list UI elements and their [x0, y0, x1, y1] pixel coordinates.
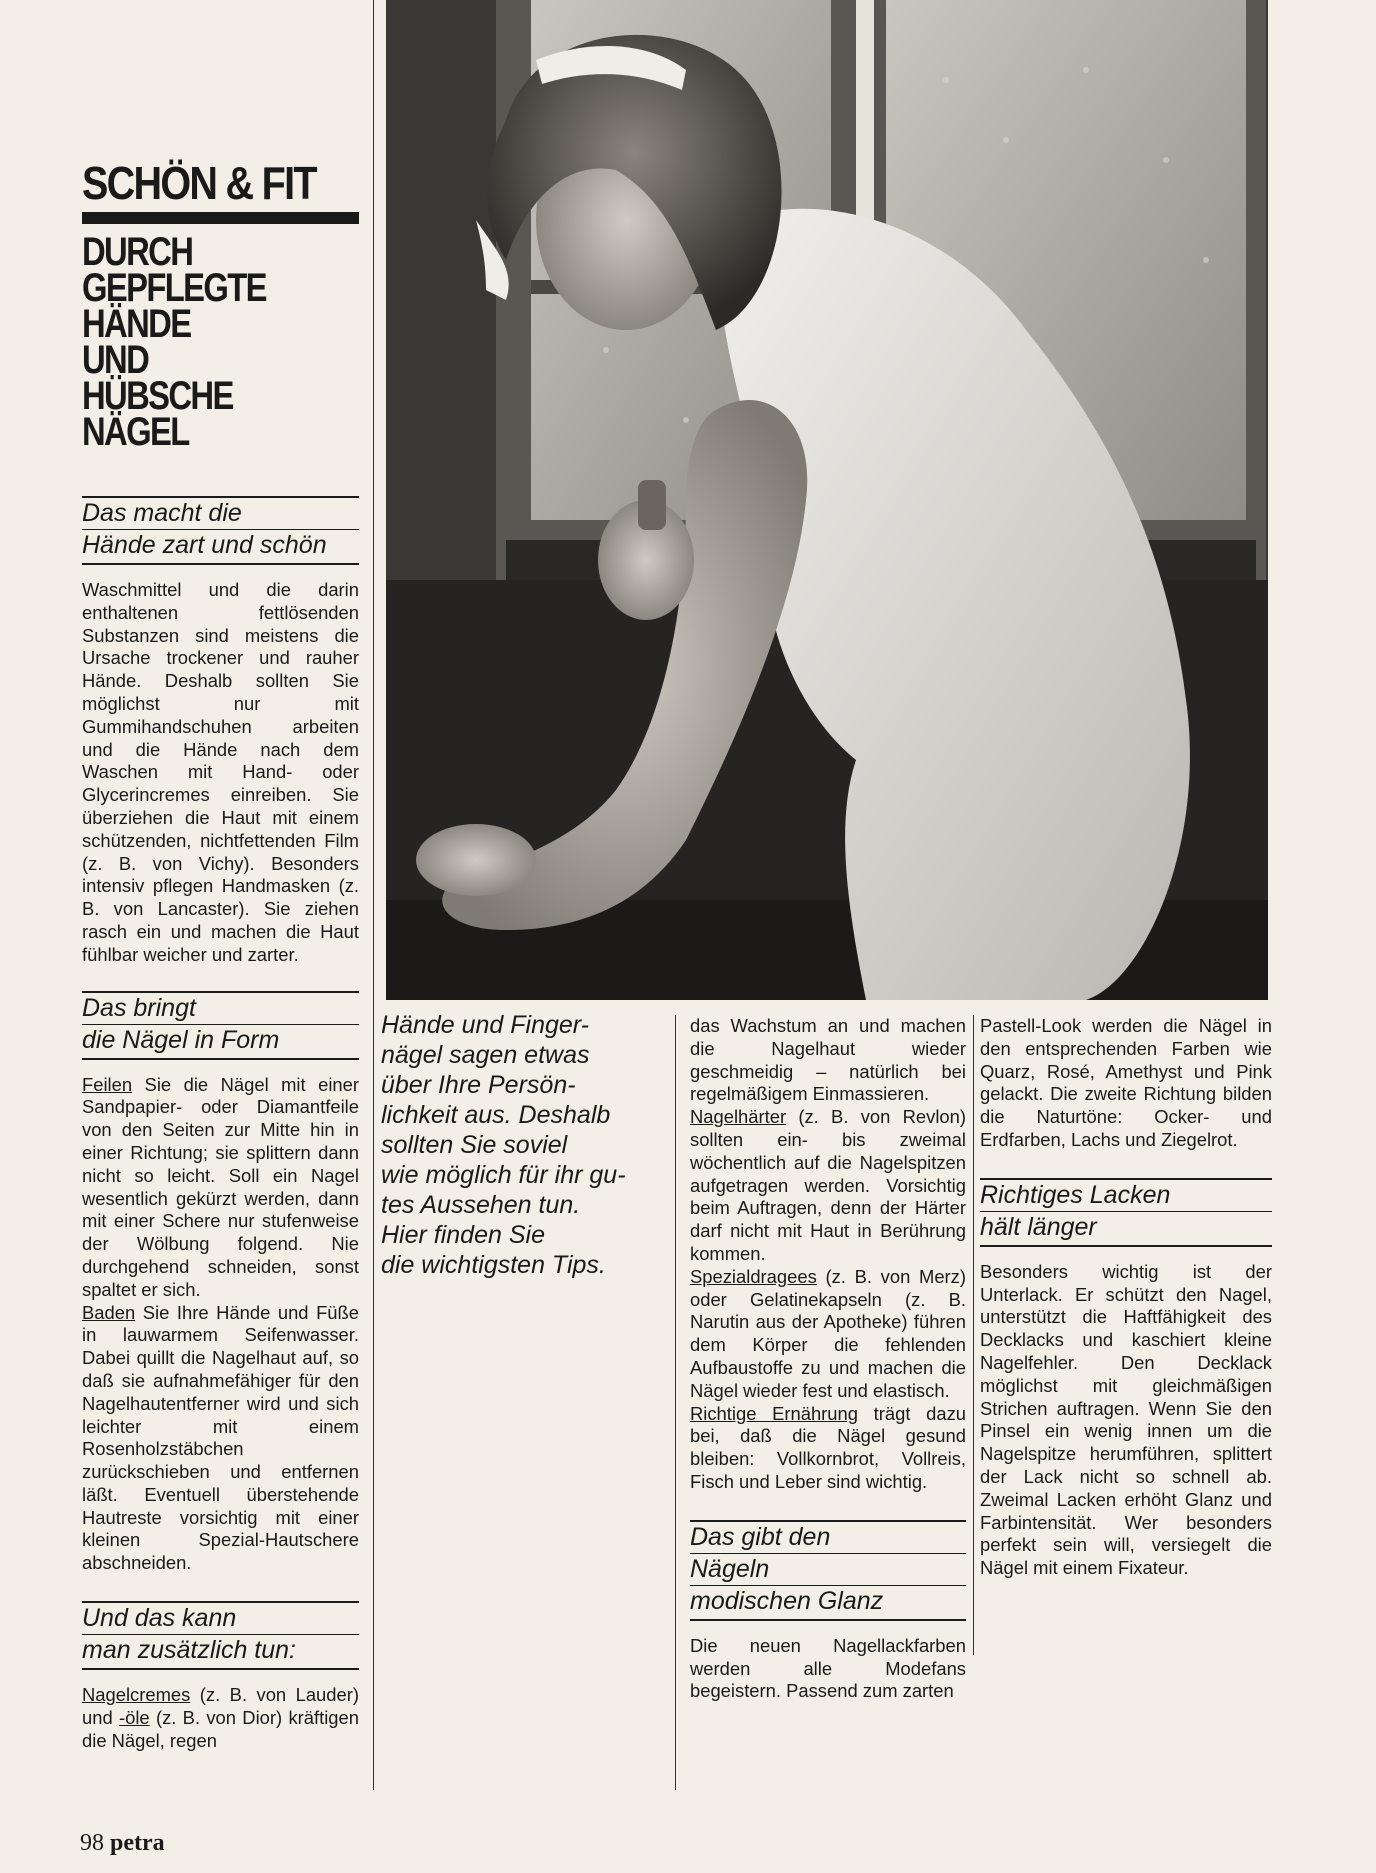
- section-heading-lacken: [980, 1178, 1272, 1247]
- photo-woman-painting-nails: [386, 0, 1268, 1000]
- section-heading-line: man zusätzlich tun:: [82, 1634, 359, 1666]
- text: Sie Ihre Hände und Füße in lauwarmem Seifenwasser. Dabei quillt die Nagelhaut auf, so daß sie aufnahmefähiger für den Nagelhautentferner wird und sich leichter mit einem Rosenholzstäbchen zurückschieben und entfernen läßt. Eventuell überstehende Hautreste vorsichtig mit einer kleinen Spezial-Hautschere abschneiden.: [82, 1301, 359, 1574]
- page-number: 98: [80, 1830, 104, 1856]
- section-heading-line: die Nägel in Form: [82, 1024, 359, 1056]
- term-oele: -öle: [118, 1706, 150, 1728]
- article-photo: [386, 0, 1268, 1000]
- column-rule-left: [373, 0, 374, 1790]
- text: Sie die Nägel mit einer Sandpapier- oder Diamantfeile von den Seiten zur Mitte hin in einer Richtung; sie splittern dann nicht so leicht. Soll ein Nagel wesentlich gekürzt werden, dann mit einer Schere nur stufenweise der Wölbung folgend. Nie durchgehend schneiden, sonst spaltet er sich.: [82, 1073, 359, 1300]
- magazine-name: petra: [110, 1830, 165, 1856]
- left-column: [82, 157, 359, 1752]
- section-heading-line: Das macht die: [82, 499, 242, 527]
- section-heading-line: Richtiges Lacken: [980, 1180, 1171, 1209]
- middle-column: [690, 1015, 966, 1703]
- section-heading-hands: [82, 496, 359, 565]
- term-nagelcremes: Nagelcremes: [82, 1684, 191, 1706]
- section-heading-line: Und das kann: [82, 1604, 237, 1633]
- term-spezialdragees: Spezialdragees: [690, 1265, 817, 1287]
- mid-body-0: das Wachstum an und machen die Nagelhaut wieder geschmeidig – natürlich bei regelmäßigem Einmassieren.: [690, 1015, 966, 1105]
- text: trägt dazu bei, daß die Nägel gesund bleiben: Vollkornbrot, Vollreis, Fisch und Leber sind wichtig.: [690, 1402, 967, 1492]
- term-nagelhaerter: Nagelhärter: [690, 1106, 787, 1128]
- right-column: [980, 1015, 1272, 1580]
- section-body-form-2: [82, 1302, 359, 1576]
- section-body-glanz: Die neuen Nagellackfarben werden alle Modefans begeistern. Passend zum zarten: [690, 1634, 966, 1702]
- section-heading-form: [82, 991, 359, 1060]
- section-heading-line: Nägeln: [690, 1553, 966, 1585]
- kicker-bar: [82, 212, 359, 224]
- section-heading-glanz: [690, 1520, 966, 1621]
- text: (z. B. von Lauder) und: [82, 1684, 359, 1728]
- section-heading-line: Das bringt: [82, 993, 196, 1022]
- column-rule-mid: [675, 1015, 676, 1790]
- text: (z. B. von Dior) kräftigen die Nägel, regen: [82, 1706, 359, 1751]
- page-footer: [80, 1830, 165, 1857]
- term-ernaehrung: Richtige Ernährung: [690, 1402, 858, 1424]
- kicker: SCHÖN & FIT: [82, 157, 316, 209]
- mid-body-2: [690, 1266, 966, 1403]
- section-body-form-1: [82, 1074, 359, 1302]
- section-body-hands: Waschmittel und die darin enthaltenen fettlösenden Substanzen sind meistens die Ursache trockener und rauher Hände. Deshalb sollten Sie möglichst nur mit Gummihandschuhen arbeiten und die Hände nach dem Waschen mit Hand- oder Glycerincremes einreiben. Sie überziehen die Haut mit einem schützenden, nichtfettenden Film (z. B. von Vichy). Besonders intensiv pflegen Handmasken (z. B. von Lancaster). Sie ziehen rasch ein und machen die Haut fühlbar weicher und zarter.: [82, 579, 359, 965]
- column-rule-right: [973, 1015, 974, 1655]
- mid-body-3: [690, 1403, 966, 1494]
- section-heading-line: Das gibt den: [690, 1522, 831, 1551]
- section-body-extra: [82, 1684, 359, 1752]
- right-body-0: Pastell-Look werden die Nägel in den entsprechenden Farben wie Quarz, Rosé, Amethyst und Pink gelackt. Die zweite Richtung bilden die Naturtöne: Ocker- und Erdfarben, Lachs und Ziegelrot.: [980, 1015, 1272, 1150]
- mid-body-1: [690, 1106, 966, 1266]
- headline: DURCH GEPFLEGTE HÄNDE UND HÜBSCHE NÄGEL: [82, 230, 266, 454]
- text: (z. B. von Merz) oder Gelatinekapseln (z. B. Narutin aus der Apotheke) führen dem Körper die fehlenden Aufbaustoffe zu und machen die Nägel wieder fest und elastisch.: [690, 1265, 966, 1401]
- text: (z. B. von Revlon) sollten ein- bis zweimal wöchentlich auf die Nagelspitzen aufgetragen werden. Vorsichtig beim Auftragen, denn der Härter darf nicht mit Haut in Berührung kommen.: [690, 1106, 966, 1264]
- section-heading-line: Hände zart und schön: [82, 529, 359, 561]
- section-heading-line: modischen Glanz: [690, 1585, 966, 1617]
- section-heading-line: hält länger: [980, 1211, 1272, 1243]
- term-feilen: Feilen: [82, 1073, 133, 1095]
- term-baden: Baden: [82, 1301, 136, 1323]
- section-body-lacken: Besonders wichtig ist der Unterlack. Er schützt den Nagel, unterstützt die Haftfähigkeit des Decklacks und kaschiert kleine Nagelfehler. Den Decklack möglichst mit gleichmäßigen Strichen auftragen. Wenn Sie den Pinsel ein wenig innen um die Nagelspitze herumführen, splittert der Lack nicht so schnell ab. Zweimal Lacken erhöht Glanz und Farbintensität. Wer besonders perfekt sein will, versiegelt die Nägel mit einem Fixateur.: [980, 1260, 1272, 1579]
- photo-caption: Hände und Finger- nägel sagen etwas über Ihre Persön- lichkeit aus. Deshalb sollten Sie soviel wie möglich für ihr gu- tes Aussehen tun. Hier finden Sie die wichtigsten Tips.: [381, 1011, 626, 1279]
- section-heading-extra: [82, 1601, 359, 1670]
